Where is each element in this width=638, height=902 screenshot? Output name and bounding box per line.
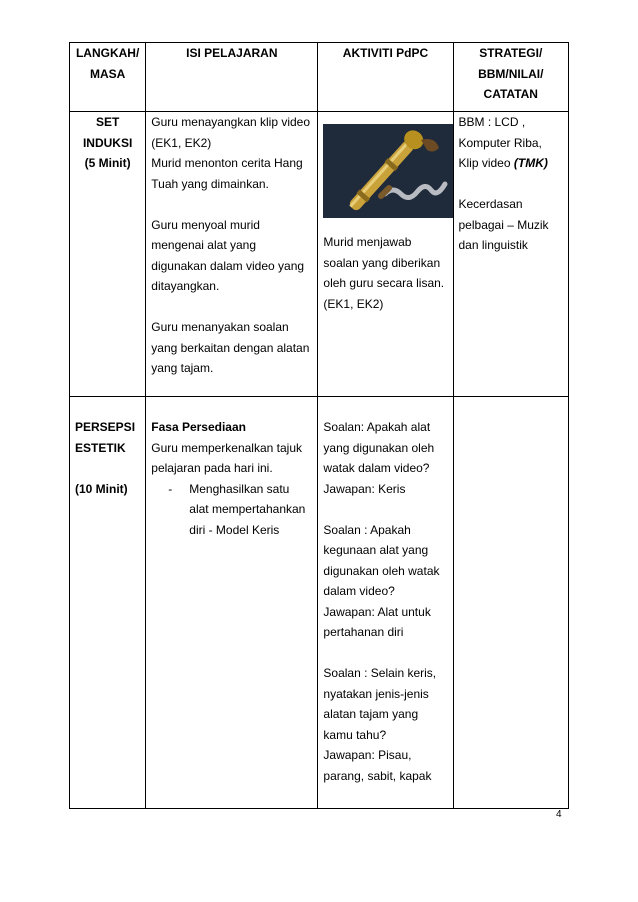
activity-line: kegunaan alat yang xyxy=(323,543,429,557)
set-induksi-row xyxy=(70,112,569,397)
activity-line: Murid menjawab xyxy=(323,235,412,249)
strategy-text: Klip video xyxy=(458,156,514,170)
content-line: Guru menanyakan soalan xyxy=(151,320,289,334)
persepsi-row xyxy=(70,397,569,809)
set-induksi-step-line2: INDUKSI xyxy=(82,135,133,150)
persepsi-activity-cell xyxy=(318,397,453,809)
spacer xyxy=(459,174,564,195)
bullet-line: Menghasilkan satu xyxy=(189,481,290,496)
activity-line: watak dalam video? xyxy=(323,461,430,475)
content-line: Tuah yang dimainkan. xyxy=(151,176,269,191)
persepsi-content-cell xyxy=(146,397,318,809)
header-col1-line2: MASA xyxy=(89,66,126,81)
content-line: Guru menyoal murid xyxy=(151,217,260,232)
activity-line: Soalan: Apakah alat xyxy=(323,420,431,434)
activity-line: kamu tahu? xyxy=(323,727,387,742)
header-strategi xyxy=(453,43,569,112)
content-line: pelajaran pada hari ini. xyxy=(151,461,273,475)
content-line: (EK1, EK2) xyxy=(151,135,212,150)
activity-line: Soalan : Apakah xyxy=(323,522,411,537)
header-col1-line1: LANGKAH/ xyxy=(75,46,140,60)
spacer xyxy=(75,458,140,479)
content-line: yang tajam. xyxy=(151,361,214,375)
bullet-line: diri - Model Keris xyxy=(189,522,280,537)
set-induksi-duration: (5 Minit) xyxy=(84,156,131,170)
strategy-line: pelbagai – Muzik xyxy=(458,217,549,232)
activity-line: Soalan : Selain keris, xyxy=(323,666,437,680)
header-col2: ISI PELAJARAN xyxy=(186,46,278,60)
content-line: ditayangkan. xyxy=(151,279,220,293)
activity-line: parang, sabit, kapak xyxy=(323,768,432,783)
activity-line: dalam video? xyxy=(323,584,395,598)
lesson-plan-table xyxy=(69,42,569,809)
table-header-row xyxy=(70,43,569,112)
spacer xyxy=(151,194,312,215)
spacer xyxy=(151,297,312,318)
activity-line: Jawapan: Alat untuk xyxy=(323,604,431,619)
set-induksi-activity-cell xyxy=(318,112,453,397)
tmk-label: (TMK) xyxy=(513,156,548,170)
activity-line: nyatakan jenis-jenis xyxy=(323,686,429,701)
set-induksi-step-cell xyxy=(70,112,146,397)
activity-line: Jawapan: Keris xyxy=(323,481,406,496)
content-line: digunakan dalam video yang xyxy=(151,258,305,273)
strategy-line: Komputer Riba, xyxy=(458,135,542,150)
set-induksi-step-line1: SET xyxy=(95,115,120,129)
persepsi-step-line2: ESTETIK xyxy=(75,440,126,455)
persepsi-step-line1: PERSEPSI xyxy=(75,420,136,434)
activity-line: alatan tajam yang xyxy=(323,707,419,721)
activity-line: yang digunakan oleh xyxy=(323,440,435,455)
activity-line: digunakan oleh watak xyxy=(323,563,440,578)
header-col3: AKTIVITI PdPC xyxy=(342,46,429,60)
phase-title: Fasa Persediaan xyxy=(151,420,246,434)
content-line: mengenai alat yang xyxy=(151,238,257,252)
header-col4-line1: STRATEGI/ xyxy=(479,46,543,60)
content-line: Murid menonton cerita Hang xyxy=(151,156,303,170)
strategy-line xyxy=(459,153,564,174)
activity-line: soalan yang diberikan xyxy=(323,255,441,270)
content-line: Guru menayangkan klip video xyxy=(151,115,311,129)
keris-photo xyxy=(323,124,453,218)
header-col4-line3: CATATAN xyxy=(483,87,538,101)
persepsi-step-cell xyxy=(70,397,146,809)
persepsi-strategy-cell xyxy=(453,397,569,809)
spacer xyxy=(323,643,447,664)
activity-line: (EK1, EK2) xyxy=(323,296,384,311)
persepsi-duration: (10 Minit) xyxy=(75,481,128,496)
header-col4-line2: BBM/NILAI/ xyxy=(478,66,544,81)
header-aktiviti xyxy=(318,43,453,112)
bullet-line: alat mempertahankan xyxy=(189,502,306,516)
set-induksi-strategy-cell xyxy=(453,112,569,397)
content-line: Guru memperkenalkan tajuk xyxy=(151,440,303,455)
dash-bullet: - xyxy=(168,481,173,496)
page-number: 4 xyxy=(556,809,562,820)
spacer xyxy=(323,499,447,520)
activity-line: oleh guru secara lisan. xyxy=(323,276,445,290)
strategy-line: dan linguistik xyxy=(458,238,528,252)
header-isi-pelajaran xyxy=(146,43,318,112)
strategy-line: BBM : LCD , xyxy=(458,115,526,129)
strategy-line: Kecerdasan xyxy=(458,197,523,211)
activity-line: Jawapan: Pisau, xyxy=(323,748,412,762)
content-line: yang berkaitan dengan alatan xyxy=(151,340,310,355)
bullet-item xyxy=(151,479,312,541)
activity-line: pertahanan diri xyxy=(323,625,404,639)
set-induksi-content-cell xyxy=(146,112,318,397)
header-langkah-masa xyxy=(70,43,146,112)
